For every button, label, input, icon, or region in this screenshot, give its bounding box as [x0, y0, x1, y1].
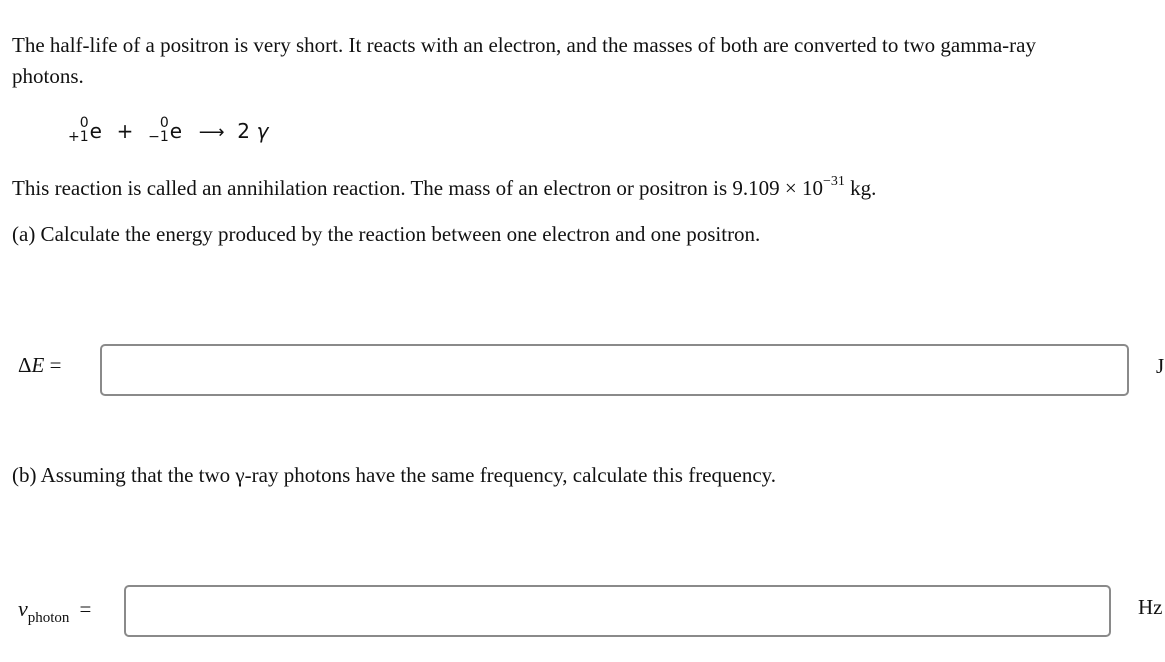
mass-unit: kg.: [844, 176, 877, 200]
positron-term: [68, 115, 102, 146]
joule-unit: J: [1156, 354, 1165, 378]
positron-charge: +1: [68, 129, 89, 145]
nu-photon-input[interactable]: [124, 585, 1111, 637]
plus-sign: +: [116, 119, 134, 143]
annihilation-equation: [68, 115, 269, 146]
delta-e-equals: =: [44, 353, 62, 377]
energy-variable: E: [31, 353, 45, 377]
electron-symbol: e: [169, 119, 183, 143]
positron-mass-number: 0: [79, 115, 89, 131]
photon-subscript: photon: [27, 610, 70, 626]
gamma-symbol: γ: [256, 119, 269, 143]
reaction-arrow-icon: ⟶: [198, 122, 223, 143]
product-coefficient: 2: [237, 119, 250, 143]
part-b-question: (b) Assuming that the two γ-ray photons have the same frequency, calculate this frequency.: [12, 463, 777, 487]
positron-symbol: e: [89, 119, 102, 143]
nu-symbol: ν: [18, 596, 28, 621]
annihilation-text: This reaction is called an annihilation reaction. The mass of an electron or positron is 9.109 × 10: [12, 176, 823, 200]
electron-charge: −1: [148, 129, 169, 145]
electron-mass-number: 0: [159, 115, 169, 131]
nu-photon-equals: =: [79, 597, 92, 621]
part-a-question: (a) Calculate the energy produced by the reaction between one electron and one positron.: [12, 222, 761, 246]
hertz-unit: Hz: [1138, 595, 1163, 619]
mass-exponent: −31: [823, 174, 845, 189]
delta-symbol: Δ: [18, 353, 32, 377]
nu-photon-label: [18, 596, 92, 626]
intro-paragraph: The half-life of a positron is very short. It reacts with an electron, and the masses of both are converted to two gamma-ray photons.: [12, 33, 1036, 88]
annihilation-paragraph: [12, 173, 876, 204]
delta-e-label: [18, 353, 61, 378]
electron-term: [148, 115, 183, 146]
delta-e-input[interactable]: [100, 344, 1129, 396]
